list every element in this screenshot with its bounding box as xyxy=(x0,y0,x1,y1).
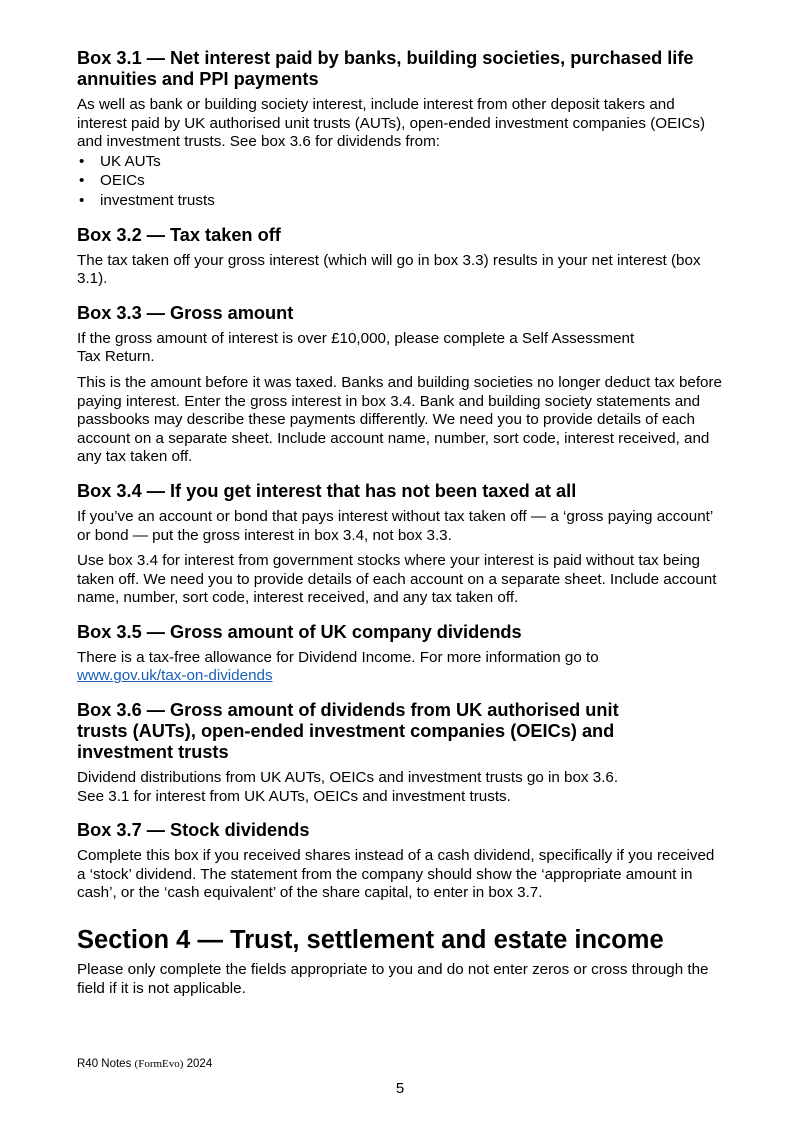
list-item-text: investment trusts xyxy=(100,191,215,209)
box-3-4-text-1: If you’ve an account or bond that pays interest without tax taken off — a ‘gross paying account’ or bond — put the gross interest in box 3.4, not box 3.3. xyxy=(77,507,713,544)
box-3-5-text-body: There is a tax-free allowance for Dividend Income. For more information go to xyxy=(77,648,599,666)
box-3-1-section xyxy=(77,48,727,211)
box-3-4-heading: Box 3.4 — If you get interest that has not been taxed at all xyxy=(77,480,577,501)
box-3-1-bullet-list xyxy=(77,152,727,211)
box-3-3-section xyxy=(77,303,727,467)
document-page xyxy=(77,48,727,1012)
page-number: 5 xyxy=(395,1080,405,1097)
box-3-6-heading-line-1: Box 3.6 — Gross amount of dividends from UK authorised unit xyxy=(77,700,619,721)
box-3-4-text-2: Use box 3.4 for interest from government stocks where your interest is paid without tax being taken off. We need you to provide details of each account on a separate sheet. Include account name, number, sort code, interest received, and any tax taken off. xyxy=(77,552,717,607)
box-3-7-section xyxy=(77,820,727,903)
box-3-2-section xyxy=(77,225,727,289)
box-3-5-section xyxy=(77,622,727,686)
bullet-icon: • xyxy=(79,172,85,190)
box-3-2-text: The tax taken off your gross interest (which will go in box 3.3) results in your net interest (box 3.1). xyxy=(77,251,701,288)
box-3-5-text xyxy=(77,649,727,686)
list-item xyxy=(77,171,727,191)
list-item xyxy=(77,152,727,172)
form-reference-prefix: R40 Notes xyxy=(77,1058,132,1070)
box-3-3-text-1-line-1: If the gross amount of interest is over £10,000, please complete a Self Assessment xyxy=(77,329,635,347)
list-item-text: OEICs xyxy=(100,172,145,190)
form-reference-year: 2024 xyxy=(186,1058,213,1070)
list-item xyxy=(77,191,727,211)
form-reference xyxy=(77,1058,212,1070)
box-3-3-text-1 xyxy=(77,330,727,367)
box-3-3-text-2: This is the amount before it was taxed. Banks and building societies no longer deduct tax before paying interest. Enter the gross interest in box 3.4. Bank and building society statements and passbooks may describe these payments differently. We need you to provide details of each account on a separate sheet. Include account name, number, sort code, interest received, and any tax taken off. xyxy=(77,373,723,466)
bullet-icon: • xyxy=(79,152,85,170)
box-3-3-text-1-line-2: Tax Return. xyxy=(77,348,155,366)
box-3-2-heading: Box 3.2 — Tax taken off xyxy=(77,224,281,245)
tax-on-dividends-link[interactable]: www.gov.uk/tax-on-dividends xyxy=(77,667,273,685)
box-3-6-heading-line-2: trusts (AUTs), open-ended investment companies (OEICs) and xyxy=(77,721,615,742)
box-3-6-heading xyxy=(77,700,727,763)
section-4 xyxy=(77,925,727,998)
box-3-6-section xyxy=(77,700,727,806)
box-3-6-text-line-2: See 3.1 for interest from UK AUTs, OEICs and investment trusts. xyxy=(77,787,511,805)
section-4-text: Please only complete the fields appropriate to you and do not enter zeros or cross through the field if it is not applicable. xyxy=(77,961,709,997)
list-item-text: UK AUTs xyxy=(100,152,161,170)
bullet-icon: • xyxy=(79,191,85,209)
box-3-1-text: As well as bank or building society interest, include interest from other deposit takers and interest paid by UK authorised unit trusts (AUTs), open-ended investment companies (OEICs) and investment trusts. See box 3.6 for dividends from: xyxy=(77,96,706,151)
box-3-7-text: Complete this box if you received shares instead of a cash dividend, specifically if you received a ‘stock’ dividend. The statement from the company should show the ‘appropriate amount in cash’, or the ‘cash equivalent’ of the share capital, to enter in box 3.7. xyxy=(77,847,715,902)
section-4-heading: Section 4 — Trust, settlement and estate income xyxy=(77,926,664,955)
box-3-6-text-line-1: Dividend distributions from UK AUTs, OEICs and investment trusts go in box 3.6. xyxy=(77,769,619,787)
box-3-4-section xyxy=(77,481,727,608)
box-3-7-heading: Box 3.7 — Stock dividends xyxy=(77,820,310,841)
box-3-6-text xyxy=(77,769,727,806)
box-3-1-heading: Box 3.1 — Net interest paid by banks, building societies, purchased life annuities and PPI payments xyxy=(77,48,694,89)
box-3-5-heading: Box 3.5 — Gross amount of UK company dividends xyxy=(77,621,522,642)
form-reference-source: (FormEvo) xyxy=(134,1058,184,1070)
box-3-6-heading-line-3: investment trusts xyxy=(77,742,229,763)
box-3-3-heading: Box 3.3 — Gross amount xyxy=(77,302,294,323)
